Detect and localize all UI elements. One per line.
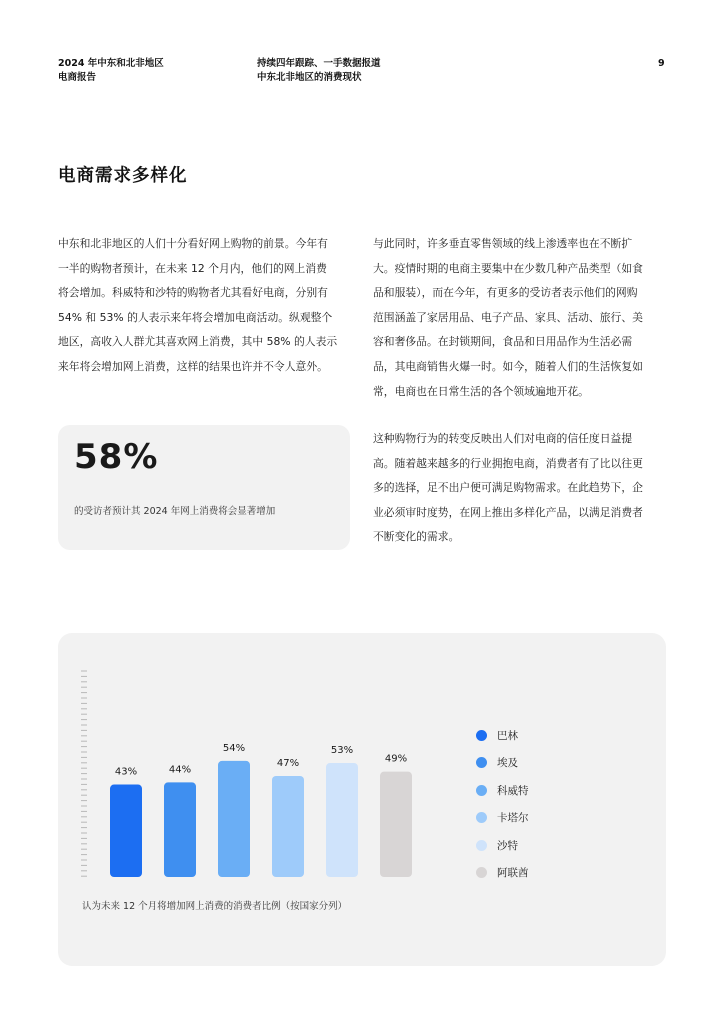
legend-label: 科威特 [497, 784, 529, 797]
paragraph-line: 与此同时，许多垂直零售领域的线上渗透率也在不断扩 [373, 237, 633, 250]
legend-swatch [476, 785, 487, 796]
report-header-center [257, 57, 381, 85]
legend-label: 阿联酋 [497, 867, 529, 879]
data-label-5: 53% [330, 745, 354, 757]
paragraph-line: 一半的购物者预计，在未来 12 个月内，他们的网上消费 [58, 261, 327, 275]
paragraph-line: 范围涵盖了家居用品、电子产品、家具、活动、旅行、美 [373, 310, 643, 324]
legend-label: 沙特 [497, 839, 518, 852]
bar-6 [380, 772, 412, 877]
legend-item [476, 808, 529, 828]
bar-3 [218, 761, 250, 877]
legend-swatch [476, 867, 487, 878]
bar-1 [110, 785, 142, 877]
report-title: 2024 年中东和北非地区 [58, 58, 164, 69]
data-label-1: 43% [114, 766, 138, 778]
paragraph-line: 地区，高收入人群尤其喜欢网上消费，其中 58% 的人表示 [58, 335, 338, 349]
legend-item [476, 725, 518, 745]
paragraph-line: 容和奢侈品。在封锁期间，食品和日用品作为生活必需 [373, 335, 633, 349]
bar-chart [58, 633, 666, 966]
stat-card [58, 425, 350, 550]
data-label-3: 54% [222, 742, 246, 754]
legend-label: 巴林 [497, 729, 518, 742]
paragraph-line: 多的选择，足不出户便可满足购物需求。在此趋势下，企 [373, 481, 643, 495]
data-label-2: 44% [168, 764, 192, 776]
header-tagline-2: 中东北非地区的消费现状 [257, 72, 362, 83]
data-label-4: 47% [276, 757, 300, 769]
legend-item [476, 780, 529, 800]
legend-swatch [476, 730, 487, 741]
legend-swatch [476, 840, 487, 851]
paragraph-line: 常，电商也在日常生活的各个领域遍地开花。 [373, 384, 589, 398]
paragraph-line: 来年将会增加网上消费，这样的结果也许并不令人意外。 [58, 359, 328, 373]
page-number: 9 [658, 58, 665, 69]
data-label-6: 49% [384, 753, 408, 765]
paragraph-line: 品，其电商销售火爆一时。如今，随着人们的生活恢复如 [373, 359, 643, 373]
legend-swatch [476, 812, 487, 823]
legend-label: 卡塔尔 [497, 812, 529, 824]
report-subtitle: 电商报告 [58, 72, 97, 83]
bar-2 [164, 782, 196, 877]
paragraph-line: 业必须审时度势，在网上推出多样化产品，以满足消费者 [373, 505, 643, 519]
stat-value: 58% [74, 437, 159, 477]
legend-label: 埃及 [497, 757, 518, 769]
paragraph-line: 大。疫情时期的电商主要集中在少数几种产品类型（如食 [373, 261, 643, 275]
paragraph-line: 品和服装），而在今年，有更多的受访者表示他们的网购 [373, 286, 638, 300]
paragraph-line: 高。随着越来越多的行业拥抱电商，消费者有了比以往更 [373, 456, 643, 470]
paragraph-line: 不断变化的需求。 [373, 530, 460, 544]
legend-item [476, 863, 529, 883]
bar-5 [326, 763, 358, 877]
legend-swatch [476, 757, 487, 768]
legend-item [476, 753, 518, 773]
paragraph-line: 将会增加。科威特和沙特的购物者尤其看好电商，分别有 [58, 286, 328, 300]
paragraph-line: 这种购物行为的转变反映出人们对电商的信任度日益提 [373, 432, 633, 445]
header-tagline: 持续四年跟踪、一手数据报道 [257, 58, 381, 69]
report-header-left [58, 57, 164, 85]
chart-card [58, 633, 666, 966]
left-paragraph [58, 232, 351, 380]
stat-caption: 的受访者预计其 2024 年网上消费将会显著增加 [74, 506, 276, 517]
right-paragraph-2 [373, 427, 666, 550]
legend-item [476, 835, 518, 855]
paragraph-line: 中东和北非地区的人们十分看好网上购物的前景。今年有 [58, 237, 328, 250]
chart-caption: 认为未来 12 个月将增加网上消费的消费者比例（按国家分列） [82, 901, 348, 912]
section-title: 电商需求多样化 [58, 166, 188, 186]
paragraph-line: 54% 和 53% 的人表示来年将会增加电商活动。纵观整个 [58, 310, 333, 324]
right-paragraph-1 [373, 232, 666, 404]
bar-4 [272, 776, 304, 877]
